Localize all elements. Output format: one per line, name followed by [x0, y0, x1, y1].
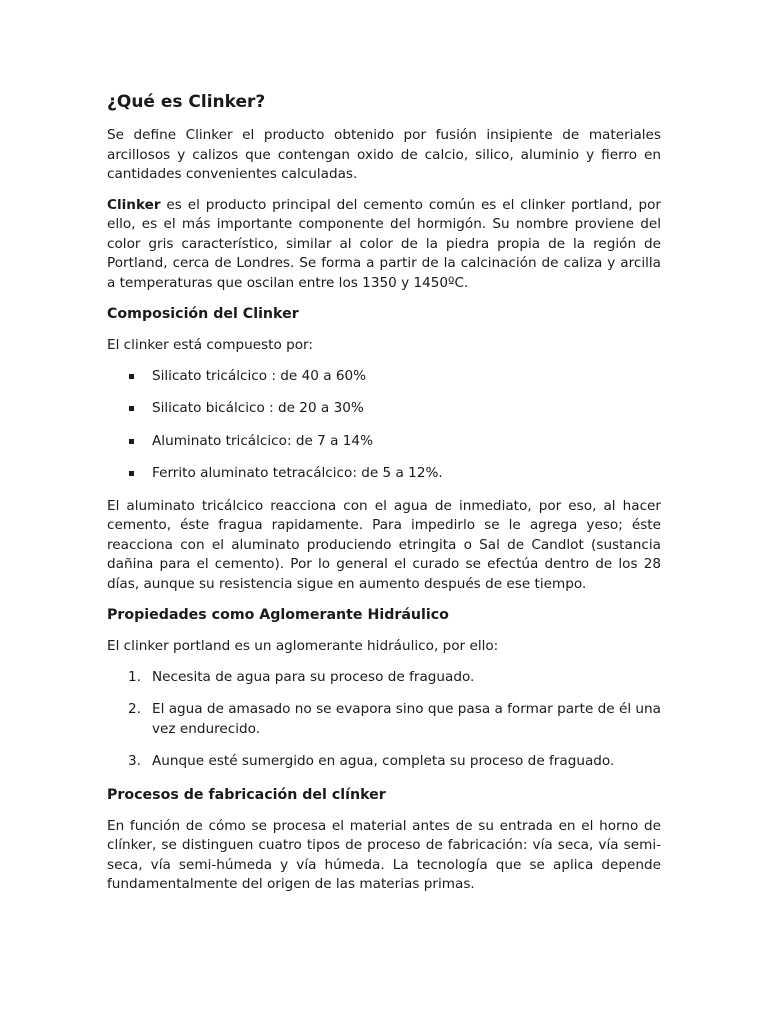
list-item-text: Silicato bicálcico : de 20 a 30%	[152, 400, 364, 416]
item-number: 1.	[128, 668, 141, 685]
numbered-item-text: Aunque esté sumergido en agua, completa su proceso de fraguado.	[152, 753, 615, 769]
intro-paragraph: Se define Clinker el producto obtenido por fusión insipiente de materiales arcillosos y calizos que contengan oxido de calcio, silico, aluminio y fierro en cantidades convenientes calculadas.	[107, 127, 661, 182]
clinker-bold-term: Clinker	[107, 196, 161, 213]
properties-list	[107, 668, 661, 772]
list-item	[107, 367, 661, 387]
numbered-item	[107, 752, 661, 772]
page-title: ¿Qué es Clinker?	[107, 92, 266, 112]
numbered-item-text: Necesita de agua para su proceso de fraguado.	[152, 668, 475, 685]
bullet-square-icon	[129, 406, 134, 411]
clinker-paragraph-text: es el producto principal del cemento común es el clinker portland, por ello, es el más importante componente del hormigón. Su nombre proviene del color gris característico, similar al color de la piedra propia de la región de Portland, cerca de Londres. Se forma a partir de la calcinación de caliza y arcilla a temperaturas que oscilan entre los 1350 y 1450ºC.	[107, 196, 661, 291]
numbered-item	[107, 668, 661, 688]
list-item-text: Silicato tricálcico : de 40 a 60%	[152, 367, 367, 384]
composition-list	[107, 367, 661, 484]
bullet-square-icon	[129, 471, 134, 476]
properties-lead: El clinker portland es un aglomerante hidráulico, por ello:	[107, 638, 499, 654]
list-item	[107, 399, 661, 419]
numbered-item	[107, 700, 661, 739]
composition-lead: El clinker está compuesto por:	[107, 337, 313, 353]
item-number: 2.	[128, 701, 141, 717]
clinker-paragraph	[107, 196, 661, 294]
bullet-square-icon	[129, 439, 134, 444]
processes-heading: Procesos de fabricación del clínker	[107, 786, 386, 803]
list-item	[107, 464, 661, 484]
numbered-item-text: El agua de amasado no se evapora sino que pasa a formar parte de él una vez endurecido.	[152, 701, 661, 737]
list-item	[107, 432, 661, 452]
aluminate-paragraph: El aluminato tricálcico reacciona con el agua de inmediato, por eso, al hacer cemento, éste fragua rapidamente. Para impedirlo se le agrega yeso; éste reacciona con el aluminato produciendo etringita o Sal de Candlot (sustancia dañina para el cemento). Por lo general el curado se efectúa dentro de los 28 días, aunque su resistencia sigue en aumento después de ese tiempo.	[107, 497, 661, 592]
bullet-square-icon	[129, 374, 134, 379]
composition-heading: Composición del Clinker	[107, 306, 299, 322]
item-number: 3.	[128, 753, 141, 769]
list-item-text: Ferrito aluminato tetracálcico: de 5 a 12%.	[152, 465, 443, 481]
properties-heading: Propiedades como Aglomerante Hidráulico	[107, 607, 449, 623]
processes-paragraph: En función de cómo se procesa el material antes de su entrada en el horno de clínker, se distinguen cuatro tipos de proceso de fabricación: vía seca, vía semi-seca, vía semi-húmeda y vía húmeda. La tecnología que se aplica depende fundamentalmente del origen de las materias primas.	[107, 817, 661, 892]
list-item-text: Aluminato tricálcico: de 7 a 14%	[152, 432, 373, 449]
